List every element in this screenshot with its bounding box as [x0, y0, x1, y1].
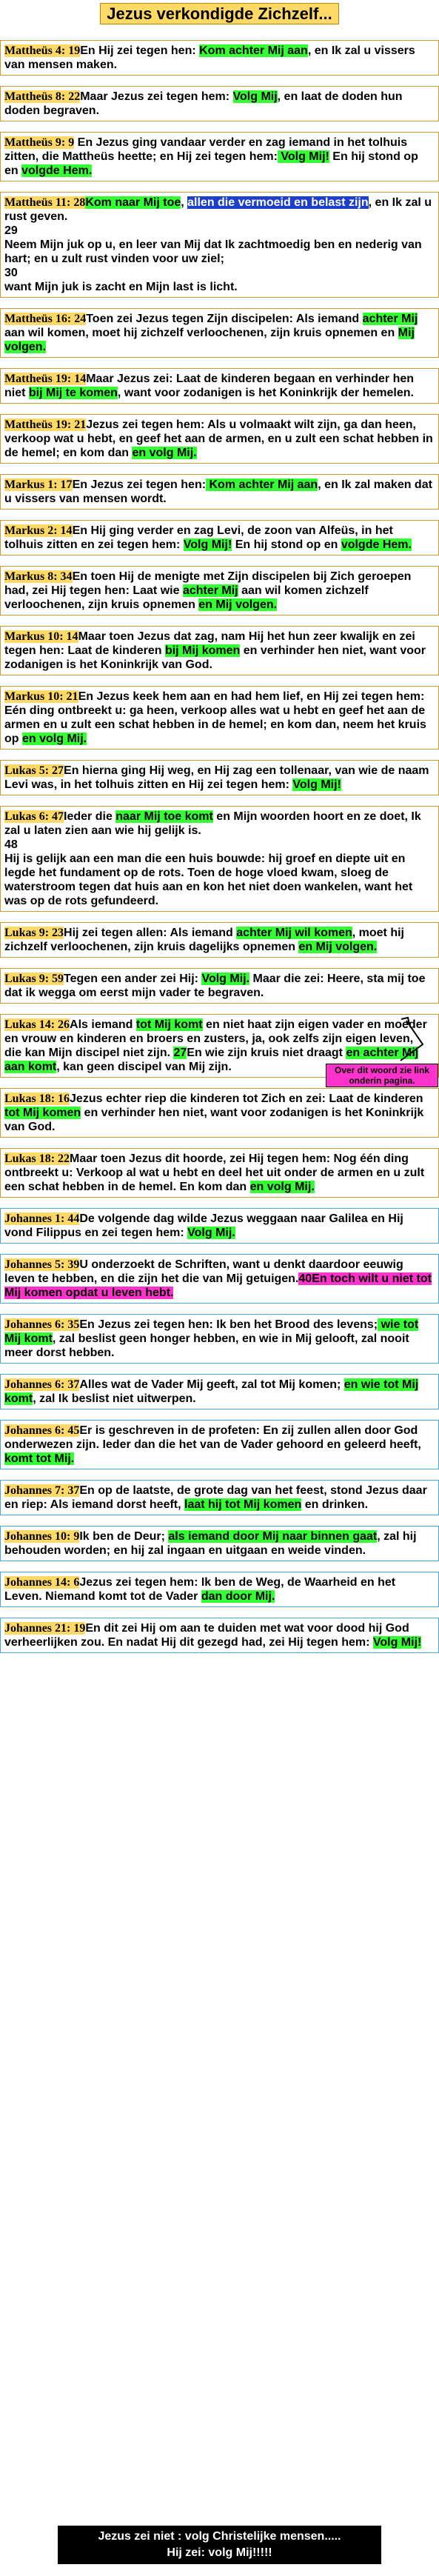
highlight-green: Volg Mij! — [292, 778, 341, 791]
verse-reference: Johannes 10: 9 — [4, 1530, 80, 1543]
verse-text: Neem Mijn juk op u, en leer van Mij dat Ik zachtmoedig ben en nederig van hart; en u zult rust vinden voor uw ziel; — [4, 238, 422, 265]
verse-text: En toen Hij de menigte met Zijn discipelen bij Zich geroepen had, zei Hij tegen hen: Laat wie — [4, 570, 412, 597]
highlight-green: Volg Mij — [232, 90, 278, 103]
verse-block — [0, 1254, 439, 1304]
verse-block — [0, 806, 439, 912]
verse-text: , zal beslist geen honger hebben, en wie in Mij gelooft, zal nooit meer dorst hebben. — [4, 1332, 409, 1359]
verse-text: De volgende dag wilde Jezus weggaan naar Galilea en Hij vond Filippus en zei tegen hem: — [4, 1212, 403, 1239]
verse-text: Maar toen Jezus dit hoorde, zei Hij tegen hem: Nog één ding ontbreekt u: Verkoop al wat u hebt en deel het uit onder de armen en u zult een schat hebben in de hemel. En kom dan — [4, 1152, 425, 1193]
highlight-green: achter Mij wil komen — [236, 927, 352, 939]
verse-reference: Lukas 9: 23 — [4, 927, 64, 939]
verse-text: Maar Jezus zei: Laat de kinderen begaan en verhinder hen niet — [4, 373, 415, 399]
highlight-magenta: 40En toch wilt u niet tot Mij komen opdat u leven hebt. — [4, 1272, 432, 1299]
verse-reference: Johannes 5: 39 — [4, 1258, 80, 1271]
verse-text: En Hij zei tegen hen: — [80, 44, 200, 57]
verse-block — [0, 1314, 439, 1364]
verse-text: Alles wat de Vader Mij geeft, zal tot Mij komen; — [79, 1378, 344, 1391]
verse-block — [0, 368, 439, 404]
verse-text: Er is geschreven in de profeten: En zij zullen allen door God onderwezen zijn. Ieder dan die het van de Vader gehoord en geleerd heeft, — [4, 1424, 421, 1451]
verse-text: , en Ik zal u rust geven. — [4, 196, 432, 223]
highlight-green: dan door Mij. — [201, 1590, 275, 1603]
verse-reference: Johannes 6: 35 — [4, 1318, 80, 1331]
highlight-green: volgde Hem. — [21, 164, 93, 177]
verse-text: , — [181, 196, 188, 209]
verse-number: 29 — [4, 224, 18, 237]
verse-reference: Johannes 1: 44 — [4, 1212, 80, 1225]
verse-block — [0, 686, 439, 750]
highlight-green: en volg Mij. — [22, 733, 87, 745]
highlight-green: komt tot Mij. — [4, 1452, 75, 1465]
verse-text: Jezus zei tegen hem: Ik ben de Weg, de Waarheid en het Leven. Niemand komt tot de Vader — [4, 1576, 396, 1603]
verse-block — [0, 132, 439, 181]
verse-text: En Jezus zei tegen hen: — [72, 478, 207, 491]
verse-text: aan wil komen zichzelf verloochenen, zijn kruis opnemen — [4, 584, 369, 611]
highlight-green: Volg Mij! — [183, 538, 232, 551]
verse-block — [0, 86, 439, 121]
verse-text: Toen zei Jezus tegen Zijn discipelen: Als iemand — [86, 313, 363, 325]
verse-text: En hij stond op en — [4, 150, 418, 177]
verse-text: Als iemand — [70, 1018, 136, 1031]
verse-text: U onderzoekt de Schriften, want u denkt daardoor eeuwig leven te hebben, en die zijn het die van Mij getuigen. — [4, 1258, 403, 1285]
verse-reference: Johannes 7: 37 — [4, 1484, 80, 1497]
verse-text: En Hij ging verder en zag Levi, de zoon van Alfeüs, in het tolhuis zitten en zei tegen hem: — [4, 524, 393, 551]
verse-block — [0, 1088, 439, 1138]
verse-text: en verhinder hen niet, want voor zodanigen is het Koninkrijk van God. — [4, 644, 426, 671]
highlight-green: en achter Mij aan komt — [4, 1047, 419, 1073]
verse-list — [0, 40, 439, 1664]
highlight-green: Kom naar Mij toe — [85, 196, 181, 209]
highlight-green: en volg Mij. — [249, 1181, 315, 1193]
verse-block — [0, 1420, 439, 1469]
verse-reference: Markus 1: 17 — [4, 478, 73, 491]
verse-reference: Markus 2: 14 — [4, 524, 73, 537]
verse-text: En Jezus zei tegen hen: Ik ben het Brood des levens; — [79, 1318, 378, 1331]
verse-block — [0, 626, 439, 675]
verse-reference: Lukas 18: 22 — [4, 1152, 70, 1165]
verse-block — [0, 520, 439, 555]
verse-reference: Mattheüs 19: 21 — [4, 418, 87, 431]
highlight-green: Kom achter Mij aan — [206, 478, 318, 491]
footer-banner — [58, 2526, 381, 2564]
verse-block — [0, 40, 439, 76]
verse-text: Ik ben de Deur; — [79, 1530, 169, 1543]
highlight-green: en volg Mij. — [132, 447, 197, 459]
verse-text: en niet haat zijn eigen vader en moeder en vrouw en kinderen en broers en zusters, ja, ook zelfs zijn eigen leven, die kan Mijn discipel niet zijn. — [4, 1018, 427, 1059]
verse-text: Hij is gelijk aan een man die een huis bouwde: hij groef en diepte uit en legde het fundament op de rots. Toen de hoge vloed kwam, sloeg de waterstroom tegen dat huis aan en kon het niet doen wankelen, want het was op de rots gefundeerd. — [4, 852, 413, 907]
highlight-green: Mij volgen. — [4, 327, 415, 353]
highlight-green: als iemand door Mij naar binnen gaat — [168, 1530, 378, 1543]
footer-line-1: Jezus zei niet : volg Christelijke mensen..... — [98, 2530, 341, 2543]
verse-reference: Mattheüs 16: 24 — [4, 313, 87, 325]
verse-text: en verhinder hen niet, want voor zodanigen is het Koninkrijk van God. — [4, 1107, 424, 1133]
verse-block — [0, 1618, 439, 1653]
page-title — [0, 4, 439, 24]
verse-text: , zal Ik beslist niet uitwerpen. — [33, 1392, 196, 1405]
verse-reference: Johannes 21: 19 — [4, 1622, 86, 1635]
verse-text: En op de laatste, de grote dag van het feest, stond Jezus daar en riep: Als iemand dorst heeft, — [4, 1484, 427, 1511]
verse-text: En dit zei Hij om aan te duiden met wat voor dood hij God verheerlijken zou. En nadat Hij dit gezegd had, zei Hij tegen hem: — [4, 1622, 409, 1649]
verse-block — [0, 1208, 439, 1244]
verse-text: aan wil komen, moet hij zichzelf verloochenen, zijn kruis opnemen en — [4, 327, 398, 339]
verse-block — [0, 1480, 439, 1515]
verse-reference: Mattheüs 8: 22 — [4, 90, 81, 103]
verse-reference: Mattheüs 19: 14 — [4, 373, 87, 385]
highlight-green: en Mij volgen. — [198, 598, 278, 611]
highlight-green: naar Mij toe komt — [115, 810, 213, 823]
verse-reference: Lukas 9: 59 — [4, 972, 64, 985]
verse-text: en Mijn woorden hoort en ze doet, Ik zal u laten zien aan wie hij gelijk is. — [4, 810, 421, 837]
verse-text: , want voor zodanigen is het Koninkrijk der hemelen. — [117, 387, 414, 399]
highlight-green: achter Mij — [362, 313, 418, 325]
verse-reference: Mattheüs 9: 9 — [4, 136, 75, 149]
verse-text: , kan geen discipel van Mij zijn. — [56, 1061, 232, 1073]
highlight-green: bij Mij te komen — [28, 387, 118, 399]
highlight-green: Volg Mij. — [187, 1227, 235, 1239]
highlight-green: 27 — [173, 1047, 187, 1059]
verse-text: Maar Jezus zei tegen hem: — [80, 90, 233, 103]
verse-text: En Jezus ging vandaar verder en zag iemand in het tolhuis zitten, die Mattheüs heette; en Hij zei tegen hem: — [4, 136, 408, 163]
verse-block — [0, 308, 439, 358]
verse-reference: Lukas 5: 27 — [4, 764, 64, 777]
verse-reference: Markus 10: 21 — [4, 690, 78, 703]
verse-reference: Lukas 18: 16 — [4, 1092, 70, 1105]
verse-text: , en Ik zal maken dat u vissers van mensen wordt. — [4, 478, 432, 505]
verse-block — [0, 968, 439, 1004]
verse-reference: Lukas 14: 26 — [4, 1018, 70, 1031]
highlight-green: bij Mij komen — [164, 644, 241, 657]
verse-number: 30 — [4, 267, 18, 279]
verse-reference: Mattheüs 4: 19 — [4, 44, 81, 57]
verse-text: En Jezus keek hem aan en had hem lief, en Hij zei tegen hem: Eén ding ontbreekt u: ga heen, verkoop alles wat u hebt en geef het aan de armen en u zult een schat hebben in de hemel; en kom dan, neem het kruis op — [4, 690, 426, 745]
verse-text: Maar die zei: Heere, sta mij toe dat ik wegga om eerst mijn vader te begraven. — [4, 972, 426, 999]
verse-block — [0, 192, 439, 298]
verse-reference: Johannes 6: 37 — [4, 1378, 80, 1391]
highlight-green: wie tot Mij komt — [4, 1318, 419, 1345]
highlight-green: volgde Hem. — [341, 538, 412, 551]
verse-text: Maar toen Jezus dat zag, nam Hij het hun zeer kwalijk en zei tegen hen: Laat de kinderen — [4, 630, 415, 657]
verse-block — [0, 760, 439, 795]
verse-reference: Lukas 6: 47 — [4, 810, 64, 823]
verse-number: 48 — [4, 838, 18, 851]
verse-text: En hierna ging Hij weg, en Hij zag een tollenaar, van wie de naam Levi was, in het tolhuis zitten en Hij zei tegen hem: — [4, 764, 429, 791]
verse-text: Jezus echter riep die kinderen tot Zich en zei: Laat de kinderen — [70, 1092, 423, 1105]
highlight-green: Volg Mij! — [277, 150, 329, 163]
verse-reference: Johannes 6: 45 — [4, 1424, 80, 1437]
footer-line-2: Hij zei: volg Mij!!!!! — [167, 2546, 272, 2559]
verse-text: Tegen een ander zei Hij: — [64, 972, 202, 985]
highlight-green: en Mij volgen. — [298, 941, 378, 953]
verse-block — [0, 1014, 439, 1086]
verse-block — [0, 474, 439, 510]
verse-text: , en Ik zal u vissers van mensen maken. — [4, 44, 415, 71]
verse-text: En wie zijn kruis niet draagt — [187, 1047, 346, 1059]
verse-block — [0, 414, 439, 464]
page-title-text: Jezus verkondigde Zichzelf... — [100, 3, 338, 24]
verse-block — [0, 566, 439, 615]
note-callout: Over dit woord zie link onderin pagina. — [326, 1064, 438, 1087]
verse-text: Hij zei tegen allen: Als iemand — [64, 927, 237, 939]
highlight-green: achter Mij — [182, 584, 238, 597]
verse-block — [0, 1526, 439, 1561]
verse-block — [0, 1148, 439, 1198]
verse-reference: Markus 10: 14 — [4, 630, 78, 643]
highlight-green: en wie tot Mij komt — [4, 1378, 419, 1405]
verse-text: Jezus zei tegen hem: Als u volmaakt wilt zijn, ga dan heen, verkoop wat u hebt, en geef het aan de armen, en u zult een schat hebben in de hemel; en kom dan — [4, 418, 433, 459]
verse-block — [0, 922, 439, 958]
highlight-green: Volg Mij. — [201, 972, 250, 985]
highlight-green: laat hij tot Mij komen — [184, 1498, 302, 1511]
verse-text: want Mijn juk is zacht en Mijn last is licht. — [4, 281, 238, 293]
verse-block — [0, 1374, 439, 1409]
verse-text: , moet hij zichzelf verloochenen, zijn kruis dagelijks opnemen — [4, 927, 404, 953]
verse-reference: Markus 8: 34 — [4, 570, 73, 583]
verse-reference: Mattheüs 11: 28 — [4, 196, 86, 209]
verse-text: Ieder die — [64, 810, 116, 823]
highlight-green: Volg Mij! — [372, 1636, 422, 1649]
verse-text: , en laat de doden hun doden begraven. — [4, 90, 403, 117]
highlight-green: Kom achter Mij aan — [199, 44, 308, 57]
verse-text: En hij stond op en — [232, 538, 341, 551]
highlight-green: tot Mij komt — [135, 1018, 203, 1031]
verse-text: en drinken. — [301, 1498, 369, 1511]
highlight-blue: allen die vermoeid en belast zijn — [187, 196, 369, 209]
verse-reference: Johannes 14: 6 — [4, 1576, 80, 1589]
verse-block — [0, 1572, 439, 1607]
highlight-green: tot Mij komen — [4, 1107, 81, 1119]
verse-text: , zal hij behouden worden; en hij zal ingaan en uitgaan en weide vinden. — [4, 1530, 417, 1557]
